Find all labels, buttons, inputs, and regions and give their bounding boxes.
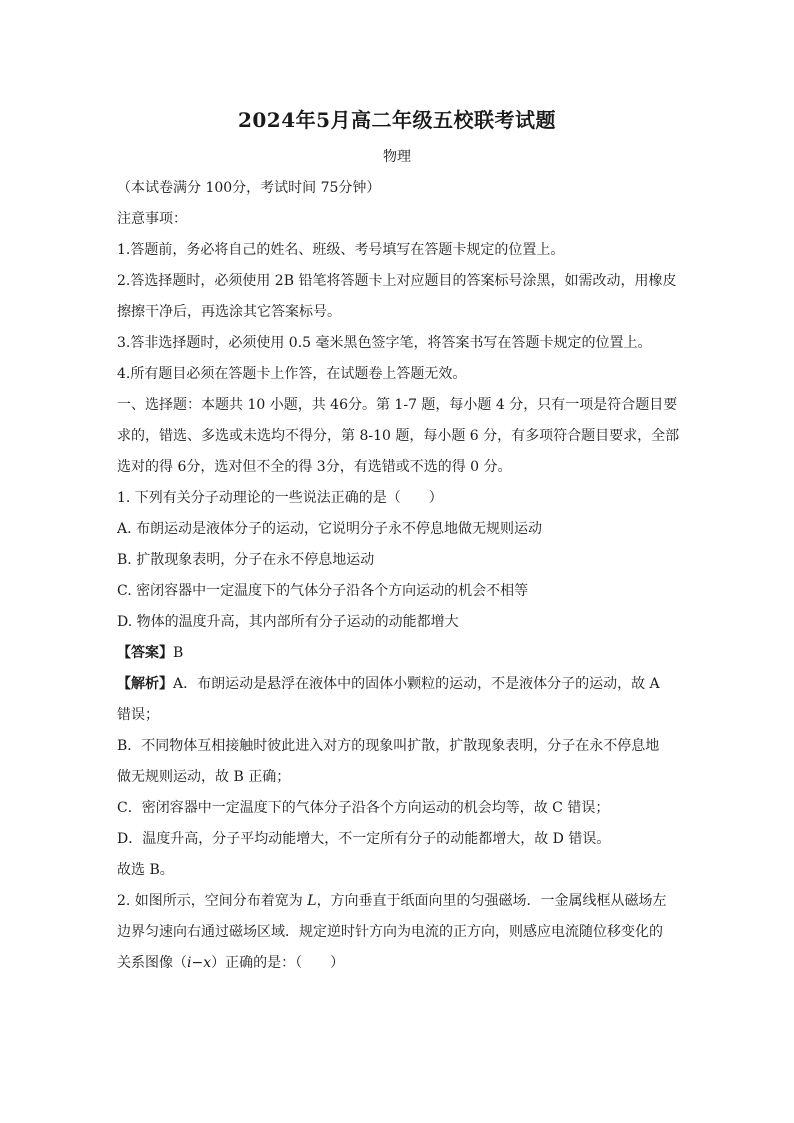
question-1-analysis-d: D．温度升高，分子平均动能增大，不一定所有分子的动能都增大，故 D 错误。 [117, 831, 611, 847]
question-1-option-d: D. 物体的温度升高，其内部所有分子运动的动能都增大 [117, 614, 459, 630]
exam-info: （本试卷满分 100分，考试时间 75分钟） [117, 180, 381, 196]
exam-title: 2024年5月高二年级五校联考试题 [237, 108, 557, 132]
q2-var-ix: i−x [187, 955, 212, 971]
answer-tag: 【答案】 [117, 645, 173, 661]
notice-heading: 注意事项： [117, 211, 187, 227]
section-1-line-1: 一、选择题：本题共 10 小题，共 46分。第 1-7 题，每小题 4 分，只有一项是符合题目要 [117, 397, 678, 413]
notice-item-1: 1.答题前，务必将自己的姓名、班级、考号填写在答题卡规定的位置上。 [117, 242, 565, 258]
notice-item-2-line-2: 擦擦干净后，再选涂其它答案标号。 [117, 304, 341, 320]
analysis-a-text: A．布朗运动是悬浮在液体中的固体小颗粒的运动，不是液体分子的运动，故 A [173, 676, 660, 692]
question-1-analysis-c: C．密闭容器中一定温度下的气体分子沿各个方向运动的机会均等，故 C 错误； [117, 800, 610, 816]
q2-var-l: L [307, 893, 317, 909]
subject-title: 物理 [383, 149, 411, 165]
q2-line1-post: ，方向垂直于纸面向里的匀强磁场．一金属线框从磁场左 [316, 893, 667, 909]
question-1-analysis-a-line-2: 错误； [117, 707, 159, 723]
q2-line3-post: ）正确的是：（ ） [211, 955, 345, 971]
section-1-line-3: 选对的得 6分，选对但不全的得 3分，有选错或不选的得 0 分。 [117, 459, 512, 475]
question-1-option-b: B. 扩散现象表明，分子在永不停息地运动 [117, 552, 375, 568]
analysis-tag: 【解析】 [117, 676, 173, 692]
notice-item-3: 3.答非选择题时，必须使用 0.5 毫米黑色签字笔，将答案书写在答题卡规定的位置上。 [117, 335, 652, 351]
question-1-stem: 1. 下列有关分子动理论的一些说法正确的是（ ） [117, 490, 443, 506]
notice-item-2-line-1: 2.答选择题时，必须使用 2B 铅笔将答题卡上对应题目的答案标号涂黑，如需改动，用橡皮 [117, 273, 677, 289]
question-1-option-c: C. 密闭容器中一定温度下的气体分子沿各个方向运动的机会不相等 [117, 583, 529, 599]
question-1-option-a: A. 布朗运动是液体分子的运动，它说明分子永不停息地做无规则运动 [117, 521, 543, 537]
question-1-conclusion: 故选 B。 [117, 862, 174, 878]
q2-line1-pre: 2. 如图所示，空间分布着宽为 [117, 893, 308, 909]
question-2-line-2: 边界匀速向右通过磁场区域．规定逆时针方向为电流的正方向，则感应电流随位移变化的 [117, 924, 663, 940]
exam-content [117, 173, 683, 979]
question-1-analysis-b-line-1: B．不同物体互相接触时彼此进入对方的现象叫扩散，扩散现象表明，分子在永不停息地 [117, 738, 660, 754]
question-1-analysis-a-line-1 [117, 669, 683, 700]
q2-line3-pre: 关系图像（ [117, 955, 187, 971]
answer-value: B [173, 645, 184, 661]
question-1-answer [117, 638, 683, 669]
notice-item-4: 4.所有题目必须在答题卡上作答，在试题卷上答题无效。 [117, 366, 467, 382]
question-2-line-3 [117, 948, 683, 979]
question-2-line-1 [117, 886, 683, 917]
section-1-line-2: 求的，错选、多选或未选均不得分，第 8-10 题，每小题 6 分，有多项符合题目要求，全部 [117, 428, 680, 444]
question-1-analysis-b-line-2: 做无规则运动，故 B 正确； [117, 769, 291, 785]
